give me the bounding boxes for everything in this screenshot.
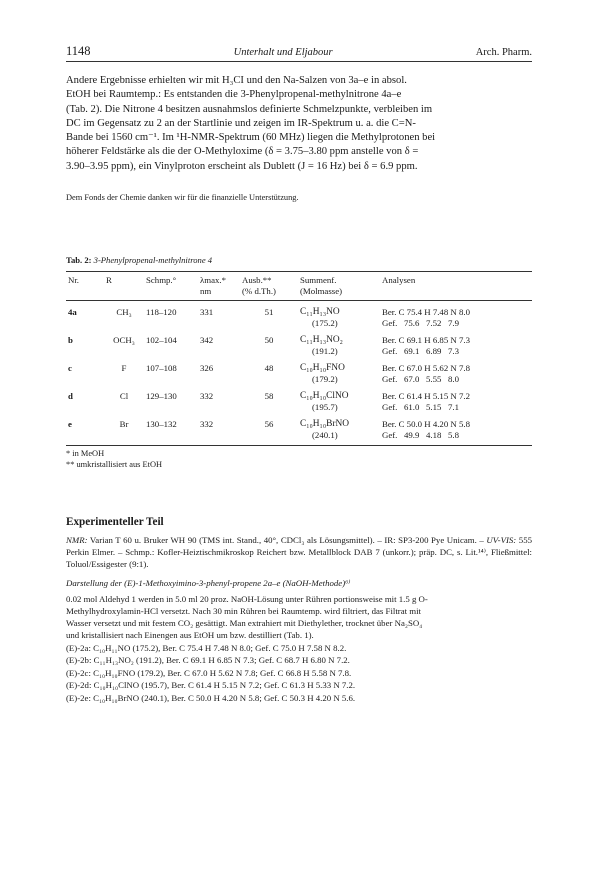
table-caption-title: 3-Phenylpropenal-methylnitrone 4 — [93, 255, 213, 266]
col-schmp: Schmp.° — [144, 272, 198, 287]
nitrone-table — [66, 271, 532, 446]
table-caption-label: Tab. 2: — [66, 255, 92, 266]
result-line: (E)-2d: C₁₀H₁₀ClNO (195.7), Ber. C 61.4 H 5.15 N 7.2; Gef. C 61.3 H 5.33 N 7.2. — [66, 680, 356, 690]
col-lambda-unit: nm — [198, 286, 240, 301]
formula: C₁₁H₁₃NO — [300, 307, 340, 318]
analysis-calc: Ber. C 50.0 H 4.20 N 5.8 — [382, 419, 470, 430]
intro-line: EtOH bei Raumtemp.: Es entstanden die 3-Phenylpropenal-methylnitrone 4a–e — [66, 89, 402, 101]
cell-analysis — [380, 415, 532, 446]
analysis-found: Gef. 49.9 4.18 5.8 — [382, 429, 459, 440]
cell-lambda: 326 — [200, 363, 214, 374]
instrument-paragraph — [66, 534, 532, 571]
procedure-line: Wasser versetzt und mit festem CO₂ gesättigt. Man extrahiert mit Diethylether, trocknet über Na₂SO₄ — [66, 618, 423, 629]
molar-mass: (191.2) — [312, 345, 338, 356]
cell-formula — [298, 331, 380, 359]
col-summenf: Summenf. — [298, 272, 380, 287]
cell-nr: c — [68, 363, 72, 374]
formula: C₁₀H₁₀ClNO — [300, 391, 349, 402]
cell-r: Cl — [119, 391, 129, 402]
molar-mass: (240.1) — [312, 429, 338, 440]
analysis-calc: Ber. C 75.4 H 7.48 N 8.0 — [382, 307, 470, 318]
cell-formula — [298, 415, 380, 446]
cell-schmp: 107–108 — [146, 363, 177, 374]
cell-schmp: 118–120 — [146, 307, 177, 318]
cell-lambda: 342 — [200, 335, 214, 346]
result-line: (E)-2c: C₁₀H₁₀FNO (179.2), Ber. C 67.0 H 5.62 N 7.8; Gef. C 66.8 H 5.58 N 7.8. — [66, 667, 352, 678]
col-analysen: Analysen — [380, 272, 532, 287]
table-row — [66, 331, 532, 359]
procedure-line: und kristallisiert nach Einengen aus EtOH um bzw. destilliert (Tab. 1). — [66, 630, 314, 641]
molar-mass: (175.2) — [312, 317, 338, 328]
procedure-line: Methylhydroxylamin-HCl versetzt. Nach 30 min Rühren bei Raumtemp. wird filtriert, das Filtrat mit — [66, 605, 421, 616]
intro-line: Andere Ergebnisse erhielten wir mit H₃CI und den Na-Salzen von 3a–e in absol. — [66, 75, 407, 86]
cell-analysis — [380, 301, 532, 332]
nmr-label: NMR: — [66, 535, 88, 546]
running-title: Unterhalt und Eljabour — [233, 47, 333, 58]
journal-name: Arch. Pharm. — [475, 47, 532, 58]
formula: C₁₁H₁₃NO₂ — [300, 335, 343, 346]
formula: C₁₀H₁₀BrNO — [300, 419, 350, 430]
analysis-calc: Ber. C 67.0 H 5.62 N 7.8 — [382, 363, 470, 374]
col-lambda: λmax.* — [198, 272, 240, 287]
intro-line: höherer Feldstärke als die der O-Methyloxime (δ = 3.75–3.80 ppm anstelle von δ = — [66, 146, 419, 158]
table-row — [66, 415, 532, 446]
cell-ausb: 58 — [264, 391, 274, 402]
intro-line: 3.90–3.95 ppm), ein Vinylproton erscheint als Dublett (J = 16 Hz) bei δ = 6.9 ppm. — [66, 160, 418, 172]
col-ausb: Ausb.** — [240, 272, 298, 287]
col-nr: Nr. — [66, 272, 104, 287]
cell-analysis — [380, 331, 532, 359]
acknowledgement: Dem Fonds der Chemie danken wir für die finanzielle Unterstützung. — [66, 193, 299, 203]
cell-r: CH₃ — [116, 307, 132, 318]
cell-r: Br — [104, 415, 144, 446]
table-footnotes — [66, 449, 532, 470]
result-line: (E)-2e: C₁₀H₁₀BrNO (240.1), Ber. C 50.0 H 4.20 N 5.8; Gef. C 50.3 H 4.20 N 5.6. — [66, 692, 356, 703]
page-number: 1148 — [66, 44, 91, 58]
cell-r: F — [121, 363, 127, 374]
table-row — [66, 301, 532, 332]
cell-formula — [298, 301, 380, 332]
cell-ausb: 51 — [264, 307, 274, 318]
intro-line: (Tab. 2). Die Nitrone 4 besitzen ausnahmslos definierte Schmelzpunkte, verbleiben im — [66, 103, 433, 115]
table-row — [66, 387, 532, 415]
analysis-found: Gef. 61.0 5.15 7.1 — [382, 401, 459, 412]
cell-lambda: 331 — [200, 307, 214, 318]
uv-label: UV-VIS: — [486, 535, 517, 546]
cell-schmp: 129–130 — [146, 391, 177, 402]
cell-analysis — [380, 359, 532, 387]
intro-line: DC im Gegensatz zu 2 an der Startlinie und zeigen im IR-Spektrum u. a. die C=N- — [66, 117, 416, 129]
cell-lambda: 332 — [198, 415, 240, 446]
cell-lambda: 332 — [200, 391, 214, 402]
cell-schmp: 102–104 — [146, 335, 177, 346]
analysis-results — [66, 642, 532, 705]
section-heading: Experimenteller Teil — [66, 516, 164, 529]
cell-ausb: 56 — [240, 415, 298, 446]
col-ausb-unit: (% d.Th.) — [240, 286, 298, 301]
col-molmasse: (Molmasse) — [298, 286, 380, 301]
cell-ausb: 48 — [264, 363, 274, 374]
cell-schmp: 130–132 — [144, 415, 198, 446]
document-page — [66, 44, 532, 704]
molar-mass: (195.7) — [312, 401, 338, 412]
cell-nr: d — [68, 391, 73, 402]
running-header — [66, 44, 532, 62]
result-line: (E)-2a: C₁₀H₁₁NO (175.2), Ber. C 75.4 H 7.48 N 8.0; Gef. C 75.0 H 7.58 N 8.2. — [66, 642, 347, 653]
intro-paragraph — [66, 74, 532, 174]
footnote: * in MeOH — [66, 449, 105, 459]
uv-text: 555 Perkin Elmer. – Schmp.: Kofler-Heiztischmikroskop Reichert bzw. Metallblock DAB 7 (unkorr.); präp. DC, s. Lit.¹⁴⁾, Fließmittel: Toluol/Essigester (9:1). — [66, 535, 532, 570]
cell-formula — [298, 359, 380, 387]
cell-nr: e — [66, 415, 104, 446]
analysis-calc: Ber. C 61.4 H 5.15 N 7.2 — [382, 391, 470, 402]
analysis-found: Gef. 75.6 7.52 7.9 — [382, 317, 459, 328]
analysis-found: Gef. 67.0 5.55 8.0 — [382, 373, 459, 384]
table-caption — [66, 255, 532, 265]
cell-nr: 4a — [68, 307, 77, 318]
analysis-calc: Ber. C 69.1 H 6.85 N 7.3 — [382, 335, 470, 346]
footnote: ** umkristallisiert aus EtOH — [66, 459, 163, 469]
molar-mass: (179.2) — [312, 373, 338, 384]
intro-line: Bande bei 1560 cm⁻¹. Im ¹H-NMR-Spektrum (60 MHz) liegen die Methylprotonen bei — [66, 132, 436, 144]
table-row — [66, 359, 532, 387]
col-r: R — [104, 272, 144, 287]
formula: C₁₀H₁₀FNO — [300, 363, 345, 374]
nmr-text: Varian T 60 u. Bruker WH 90 (TMS int. Stand., 40°, CDCl₃ als Lösungsmittel). – IR: SP3-200 Pye Unicam. – — [89, 535, 484, 546]
cell-ausb: 50 — [264, 335, 274, 346]
procedure-paragraph — [66, 593, 532, 642]
analysis-found: Gef. 69.1 6.89 7.3 — [382, 345, 459, 356]
cell-nr: b — [68, 335, 73, 346]
procedure-subheading: Darstellung der (E)-1-Methoxyimino-3-phenyl-propene 2a–e (NaOH-Methode)⁶⁾ — [66, 577, 351, 588]
result-line: (E)-2b: C₁₁H₁₃NO₂ (191.2), Ber. C 69.1 H 6.85 N 7.3; Gef. C 68.7 H 6.80 N 7.2. — [66, 655, 350, 665]
cell-r: OCH₃ — [113, 335, 135, 346]
cell-analysis — [380, 387, 532, 415]
procedure-line: 0.02 mol Aldehyd 1 werden in 5.0 ml 20 proz. NaOH-Lösung unter Rühren portionsweise mit 1.5 g O- — [66, 593, 428, 604]
cell-formula — [298, 387, 380, 415]
